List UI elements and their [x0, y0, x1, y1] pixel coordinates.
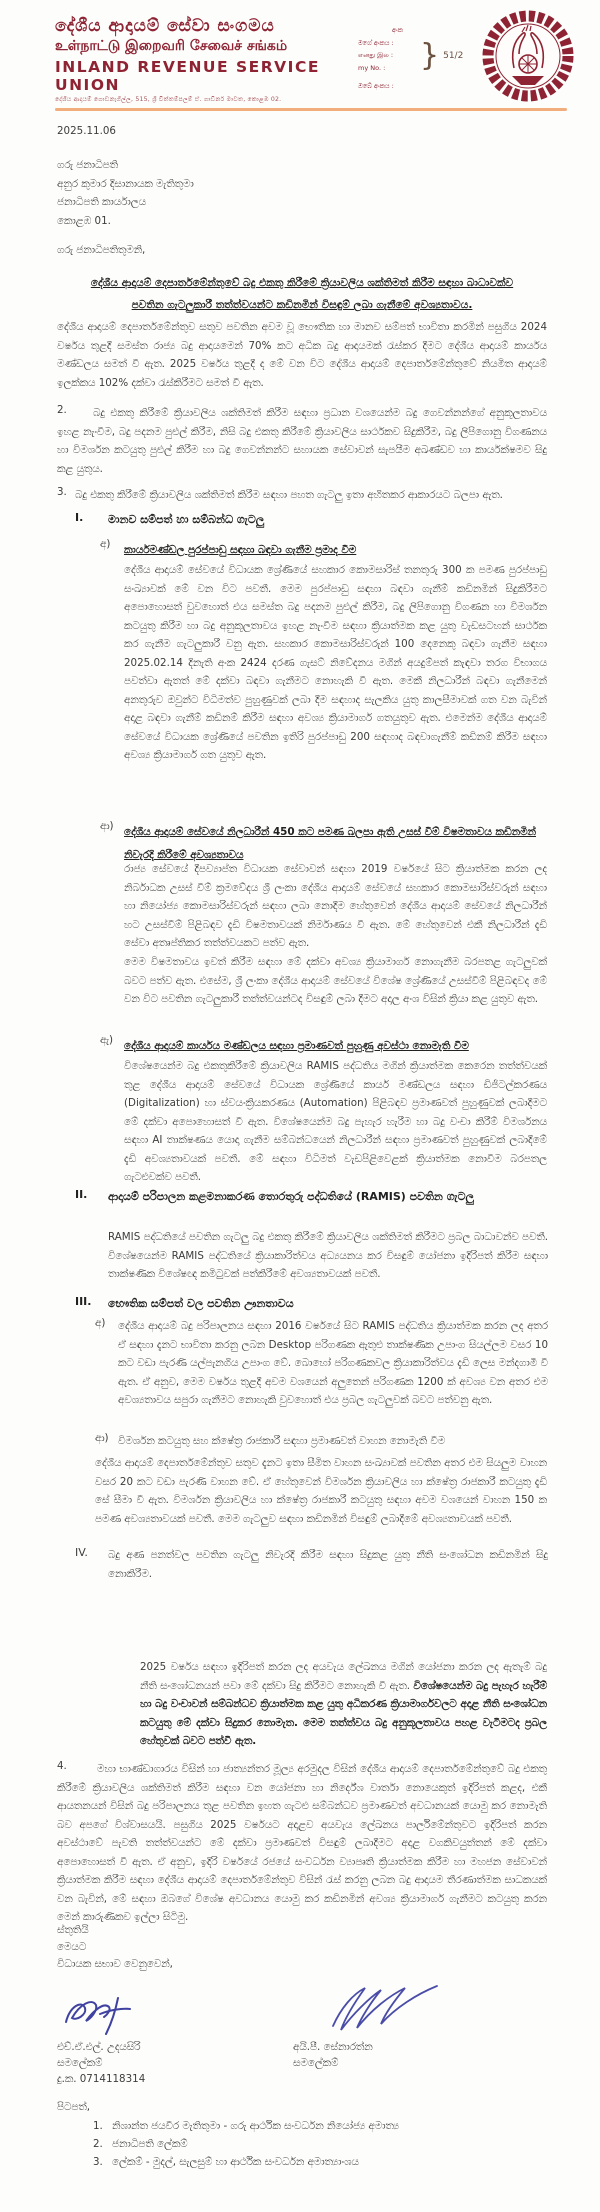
- item-b-body-2: මෙම විෂමතාවය ඉවත් කිරීම සඳහා මේ දක්වා අවශ්‍ය ක්‍රියාමාර්ග නොගැනීම බරපතළ ගැටලුවක් බවට පත්ව ඇත. එසේම, ශ්‍රී ලංකා දේශීය ආදායම් සේවයේ විශේෂ ශ්‍රේණියේ උසස්වීම් පිළිබඳවද මේ වන විට පවතින ගැටලුකාරී තත්ත්වයන්ටද විසඳුම් ලබා දීමට අදාල අංශ විසින් ක්‍රියා කළ යුතුව ඇත.: [124, 956, 547, 1006]
- section-3-item-b-title: විමර්ශන කටයුතු සහ ක්ෂේත්‍ර රාජකාරී සඳහා ප්‍රමාණවත් වාහන නොමැති වීම: [118, 1435, 446, 1447]
- item-a-marker: අ): [100, 538, 111, 550]
- paragraph-4: [57, 1760, 547, 1927]
- paragraph-2-text: බදු එකතු කිරීමේ ක්‍රියාවලිය ශක්තිමත් කිරීම සඳහා ප්‍රධාන වශයෙන්ම බදු ගෙවන්නන්ගේ අනුකූලතාවය ඉහළ නැංවීම, බදු පදනම පුළුල් කිරීම, නිසි බදු එකතු කිරීමේ ක්‍රියාවලිය සාර්ථකව සිදුකිරීම, බදු ලිපිගොනු විගණනය හා විමර්ශන කටයුතු පුළුල් කිරීම හා බදු ගෙවන්නන්ට සහායක සේවාවන් සැපයීම අඛණ්ඩව හා කාර්යක්ෂමව සිදු කළ යුතුය.: [57, 407, 547, 475]
- my-no-english: my No. :: [358, 63, 386, 72]
- subject-line-1: දේශීය ආදායම් දෙපාර්තමේන්තුවේ බදු එකතු කිරීමේ ක්‍රියාවලිය ශක්තිමත් කිරීම සඳහා බාධාවක්ව: [90, 277, 514, 289]
- signature-right-ink: [325, 1978, 455, 2036]
- subject-heading: [57, 272, 547, 316]
- addressee-line: ගරු ජනාධිපති: [57, 159, 118, 171]
- copies-list: [93, 2117, 547, 2171]
- section-3-item-b-body: දේශීය ආදායම් දෙපාර්තමේන්තුව සතුව දැනට ඉතා සීමිත වාහන සංඛ්‍යාවක් පවතින අතර එම සියලුම වාහන වසර 20 කට වඩා පැරණි වාහන වේ. ඒ හේතුවෙන් විමර්ශන ක්‍රියාවලිය හා ක්ෂේත්‍ර රාජකාරී කටයුතු දැඩි සේ සීමා වී ඇත. විමර්ශන ක්‍රියාවලිය හා ක්ෂේත්‍ර රාජකාරී කටයුතු සඳහා අවම වශයෙන් වාහන 150 ක පමණ අවශ්‍යතාවයක් පවතී. මෙම ගැටලුව සඳහා කඩිනමින් විසඳුම් ලබාදීමේ අවශ්‍යතාවයක් පවතී.: [95, 1457, 548, 1525]
- addressee-block: [57, 156, 357, 230]
- copies-label: පිටපත්,: [57, 2101, 90, 2113]
- reference-brace: }: [420, 38, 440, 74]
- signature-left-ink: [60, 1988, 170, 2038]
- item-b-title: දේශීය ආදායම් සේවයේ නිලධාරීන් 450 කට පමණ බලපා ඇති උසස් වීම් විෂමතාවය කඩිනමින් නිවැරදි කිරීමේ අවශ්‍යතාවය: [124, 826, 536, 861]
- copies-item-text: ජනාධිපති ලේකම්: [112, 2138, 188, 2151]
- signatory-right: [293, 2040, 493, 2072]
- addressee-line: අනුර කුමාර දිසානායක මැතිතුමා: [57, 177, 194, 190]
- section-2-number: II.: [75, 1188, 88, 1201]
- section-3-number: III.: [75, 1295, 92, 1308]
- item-b-marker: ආ): [100, 820, 114, 832]
- letter-date: 2025.11.06: [57, 125, 116, 137]
- section-4-text: බදු අණ පනත්වල පවතින ගැටලු නිවැරදි කිරීම සඳහා සිදුකළ යුතු නීති සංශෝධන කඩිනමින් සිදු නොකිරීම.: [108, 1549, 548, 1580]
- addressee-line: කොළඹ 01.: [57, 214, 111, 227]
- section-3-item-a-body: දේශීය ආදායම් බදු පරිපාලනය සඳහා 2016 වර්ෂයේ සිට RAMIS පද්ධතිය ක්‍රියාත්මක කරන ලද අතර ඒ සඳහා දැනට භාවිතා කරනු ලබන Desktop පරිගණක ඇතුළු තාක්ෂණික උපාංග සියල්ලම වසර 10 කට වඩා පැරණි යල්පැනගිය උපාංග වේ. බොහෝ පරිගණකවල ක්‍රියාකාරිත්වය දැඩි ලෙස මන්දගාමී වී ඇත. ඒ අනුව, මෙම වර්ෂය තුළදී අවම වශයෙන් අලුතෙන් පරිගණක 1200 ක් අවශ්‍ය වන අතර එම අවශ්‍යතාවය සපුරා ගැනීමට නොහැකි වුවහොත් එය ප්‍රබල ගැටලුවක් බවට පත්වනු ඇත.: [118, 1320, 548, 1407]
- copies-item: [93, 2117, 547, 2135]
- copies-item: [93, 2135, 547, 2153]
- copies-item: [93, 2153, 547, 2171]
- signatory-left-title: සමලේකම්: [57, 2056, 103, 2069]
- org-name-sinhala: දේශීය ආදායම් සේවා සංගමය: [55, 16, 275, 36]
- item-c-body: විශේෂයෙන්ම බදු එකතුකිරීමේ ක්‍රියාවලිය RAMIS පද්ධතිය මගින් ක්‍රියාත්මක කෙරෙන තත්ත්වයක් තුළ දේශීය ආදායම් සේවයේ විධායක ශ්‍රේණියේ කාර්ය මණ්ඩලය සඳහා ඩිජිටල්කරණය (Digitalization) හා ස්වයංක්‍රියකරණය (Automation) පිළිබඳව ප්‍රමාණවත් පුහුණුවක් ලබාදීමට මේ දක්වා අපොහොසත් වී ඇත. විශේෂයෙන්ම බදු පැහැර හැරීම හා බදු වංචා කිරීම් විමර්ශනය සඳහා AI තාක්ෂණය යොදා ගැනීම සම්බන්ධයෙන් නිලධාරීන් සඳහා ප්‍රමාණවත් පුහුණුවක් ලබාදීමේ දැඩි අවශ්‍යතාවයක් පවතී. මේ සඳහා විධිමත් වැඩපිළිවෙළක් ක්‍රියාත්මක නොවීම බරපතල ගැටළුවක්ව පවතී.: [124, 1060, 547, 1184]
- section-3-item-b-marker: ආ): [95, 1432, 109, 1444]
- signatory-left: [57, 2040, 257, 2088]
- item-a-title: කාර්යමණ්ඩල පුරප්පාඩු සඳහා බඳවා ගැනීම ප්‍රමාද වීම: [124, 544, 357, 556]
- copies-item-text: ලේකම් - මුදල්, සැලසුම් හා ආර්ථික සංවර්ධන අමාත්‍යාංශය: [112, 2156, 359, 2169]
- paragraph-1: දේශීය ආදායම් දෙපාර්තමේන්තුව සතුව පවතින අවම වූ භෞතික හා මානව සම්පත් භාවිතා කරමින් පසුගිය 2024 වර්ෂය තුළදී සමස්ත රාජ්‍ය බදු ආදායමෙන් 70% කට අධික බදු ආදායමක් රැස්කර දීමට දේශීය ආදායම් කාර්යය මණ්ඩලය සමත් වී ඇත. 2025 වර්ෂය තුළදී ද මේ වන විට දේශීය ආදායම් දෙපාර්තමේන්තුවේ නියමිත ආදායම් ඉලක්කය 102% දක්වා රැස්කිරීමට සමත් වී ඇත.: [57, 321, 547, 389]
- item-b-body-1: රාජ්‍ය සේවයේ දීපව්‍යාප්ත විධායක සේවාවන් සඳහා 2019 වර්ෂයේ සිට ක්‍රියාත්මක කරන ලද නිර්බාධක උසස් වීම් ක්‍රමවේදය ශ්‍රී ලංකා දේශීය ආදායම් සේවයේ සහකාර කොමසාරිස්වරුන් සඳහා හා නියෝජ්‍ය කොමසාරිස්වරුන් සඳහා ලබා නොදීම හේතුවෙන් දේශීය ආදායම් සේවයේ නිලධාරීන් හට උසස්වීම් පිළිබඳව දැඩි විෂමතාවයක් නිර්මාණය වී ඇත. මේ හේතුවෙන් එකී නිලධාරීන් දැඩි සේවා අතෘප්තිකර තත්ත්වයකට පත්ව ඇත.: [124, 863, 547, 950]
- reference-heading: අංක: [392, 26, 403, 34]
- subject-line-2: පවතින ගැටලුකාරී තත්ත්වයන්ට කඩිනමින් විසඳුම් ලබා ගැනීමේ අවශ්‍යතාවය.: [131, 299, 473, 312]
- paragraph-3: [57, 486, 547, 505]
- my-no-tamil: எனது இல :: [358, 51, 394, 60]
- signature-right: [325, 1978, 455, 2036]
- section-4-note-plain: 2025 වර්ෂය සඳහා ඉදිරිපත් කරන ලද අයවැය ලේඛනය මගින් යෝජනා කරන ලද ඇතැම් බදු නීති සංශෝධනයන් පවා මේ දක්වා සිදු කිරීමට නොහැකි වී ඇත.: [140, 1661, 547, 1692]
- copies-item-number: 3.: [93, 2156, 103, 2169]
- closing-on-behalf: විධායක සභාව වෙනුවෙන්,: [57, 1957, 173, 1970]
- signatory-right-name: අයි.පී. සේනාරත්න: [293, 2041, 373, 2053]
- addressee-line: ජනාධිපති කාර්යාලය: [57, 196, 146, 209]
- copies-item-text: නිශාන්ත ජයවීර මැතිතුමා - ගරු ආර්ථික සංවර්ධන නියෝජ්‍ය අමාත්‍ය: [112, 2120, 400, 2132]
- section-2-title: ආදායම් පරිපාලන කළමනාකරණ තොරතුරු පද්ධතියේ (RAMIS) පවතින ගැටලු: [108, 1190, 474, 1203]
- signatory-left-phone: දු.ක. 0714118314: [57, 2072, 146, 2085]
- item-c-marker: ඇ): [100, 1034, 113, 1046]
- copies-item-number: 2.: [93, 2138, 103, 2151]
- my-no-sinhala: මගේ අංකය :: [358, 39, 394, 47]
- signatory-left-name: එච්.ඒ.එල්. උදයසිරි: [57, 2041, 141, 2053]
- section-1-title: මානව සම්පත් හා සම්බන්ධ ගැටලු: [108, 513, 265, 526]
- closing-thanks: ස්තුතියි: [57, 1924, 89, 1936]
- union-logo: [478, 6, 578, 108]
- section-4-note-bold: විශේෂයෙන්ම බදු පැහැර හැරීම් හා බදු වංචාවන් සම්බන්ධව ක්‍රියාත්මක කළ යුතු අධිකරණ ක්‍රියාමාර්ගවලට අදාළ නීති සංශෝධන කටයුතු මේ දක්වා සිදුකර නොමැත. මෙම තත්ත්වය බදු අනුකූලතාවය පහළ වැටීමටද ප්‍රබල හේතුවක් බවට පත්වී ඇත.: [140, 1679, 548, 1748]
- paragraph-3-text: බදු එකතු කිරීමේ ක්‍රියාවලිය ශක්තිමත් කිරීම සඳහා පහත ගැටලු ඉතා අහිතකර ආකාරයට බලපා ඇත.: [75, 489, 503, 501]
- section-3-title: භෞතික සම්පත් වල පවතින ඌනතාවය: [108, 1297, 294, 1310]
- letterhead: [55, 16, 355, 104]
- paragraph-2-number: 2.: [57, 404, 67, 416]
- org-name-tamil: உள்நாட்டு இறைவரி சேவைச் சங்கம்: [55, 38, 288, 54]
- closing-meyata: මෙයට: [57, 1940, 87, 1953]
- paragraph-4-text: මහා භාණ්ඩාගාරය විසින් හා ජාත්‍යන්තර මූල්‍ය අරමුදල විසින් දේශීය ආදායම් දෙපාර්තමේන්තුවේ බදු එකතු කිරීමේ ක්‍රියාවලිය ශක්තිමත් කිරීම සඳහා වන යෝජනා හා නිර්දේශ වාර්තා නොයෙකුත් ඉදිරිපත් කළද, එකී ආයතනයන් විසින් බදු පරිපාලනය තුළ පවතින ඉහත ගැටළු සම්බන්ධව ප්‍රමාණවත් අවධානයක් යොමු කර නොමැති බව අපගේ විශ්වාසයයි. පසුගිය 2025 වර්ෂයට අදාළව අයවැය ලේඛනය පාර්ලිමේන්තුවට ඉදිරිපත් කරන අවස්ථාවේ පැවති තත්ත්වයන්ට මේ දක්වා ප්‍රමාණවත් විසඳුම් ලබාදීමට අදාළ වගකිවයුත්තන් මේ දක්වා අපොහොසත් වී ඇත. ඒ අනුව, ඉදිරි වර්ෂයේ රජයේ සංවර්ධන ව්‍යාපෘති ක්‍රියාත්මක කිරීම හා මහජන සේවාවන් ක්‍රියාත්මක කිරීම සඳහා දේශීය ආදායම් දෙපාර්තමේන්තුව විසින් රැස් කරනු ලබන බදු ආදායම තීරණාත්මක සාධකයක් වන බැවින්, මේ සඳහා ඔබගේ විශේෂ අවධානය යොමු කර කඩිනමින් අවශ්‍ය ක්‍රියාමාර්ග ගැනීමට කටයුතු කරන මෙන් කාරුණිකව ඉල්ලා සිටිමු.: [57, 1763, 547, 1924]
- section-4-number: IV.: [75, 1546, 88, 1559]
- union-logo-emblem: [478, 6, 578, 108]
- paragraph-4-number: 4.: [57, 1760, 67, 1772]
- copies-item-number: 1.: [93, 2120, 103, 2132]
- salutation: ගරු ජනාධිපතිතුමනි,: [57, 244, 146, 256]
- paragraph-2: [57, 404, 547, 478]
- section-3-item-a-marker: අ): [95, 1317, 106, 1329]
- signature-left: [60, 1988, 170, 2038]
- reference-number: 51/2: [443, 50, 464, 61]
- reference-block: [358, 26, 478, 92]
- section-1-number: I.: [75, 511, 84, 524]
- paragraph-3-number: 3.: [57, 486, 67, 498]
- org-name-english: INLAND REVENUE SERVICE UNION: [55, 58, 320, 94]
- section-4-note: [140, 1658, 547, 1751]
- item-c-title: දේශීය ආදායම් කාර්යය මණ්ඩලය සඳහා ප්‍රමාණවත් පුහුණු අවස්ථා නොමැති වීම: [124, 1040, 469, 1052]
- org-address: දේශීය ආදායම් ගොඩනැගිල්ල, 515, ශ්‍රී චිත්තම්පලම් ඒ. ගාඩිනර් මාවත, කොළඹ 02.: [55, 96, 282, 103]
- header-divider: [55, 108, 567, 111]
- closing-block: [57, 1922, 277, 1973]
- your-no-sinhala: ඔබේ අංකය :: [358, 82, 394, 91]
- section-2-body: RAMIS පද්ධතියේ පවතින ගැටලු බදු එකතු කිරීමේ ක්‍රියාවලිය ශක්තිමත් කිරීමට ප්‍රබල බාධාවන්ව පවතී. විශේෂයෙන්ම RAMIS පද්ධතියේ ක්‍රියාකාරිත්වය අධ්‍යයනය කර විසඳුම් යෝජනා ඉදිරිපත් කිරීම සඳහා තාක්ෂණික විශේෂඥ කමිටුවක් පත්කිරීමේ අවශ්‍යතාවයක් පවතී.: [108, 1231, 548, 1281]
- item-a-body: දේශීය ආදායම් සේවයේ විධායක ශ්‍රේණියේ සහකාර කොමසාරිස් තනතුරු 300 ක පමණ පුරප්පාඩු සංඛ්‍යාවක් මේ වන විට පවතී. මෙම පුරප්පාඩු සඳහා බඳවා ගැනීම් කඩිනමින් සිදුකිරීමට අපොහොසත් වුවහොත් එය සමස්ත බදු පදනම පුළුල් කිරීම, බදු ලිපිගොනු විගණන හා විමර්ශන කටයුතු කිරීම හා බදු අනුකූලතාවය ඉහළ නැංවීම සඳහා ක්‍රියාත්මක කළ යුතු වැඩසටහන් සාර්ථක කර ගැනීම ගැටලුකාරී වනු ඇත. සහකාර කොමසාරිස්වරුන් 100 දෙනෙකු බඳවා ගැනීම සඳහා 2025.02.14 දිනැති අංක 2424 දරණ ගැසට් නිවේදනය මගින් අයදුම්පත් කැඳවා තරග විභාගය පවත්වා ඇතත් මේ දක්වා බඳවා ගැනීමට නොහැකි වී ඇත. මෙකී නිලධාරීන් බඳවා ගැනීමෙන් අනතුරුව ඔවුන්ට විධිමත්ව පුහුණුවක් ලබා දීම සඳහාද සැලකිය යුතු කාලසීමාවක් ගත වන බැවින් අදාළ බඳවා ගැනීම් කඩිනම් කිරීම සඳහා අවශ්‍ය ක්‍රියාමාර්ග ගතයුතුව ඇත. එමෙන්ම දේශීය ආදායම් සේවයේ විධායක ශ්‍රේණියේ පවතින ඉතිරි පුරප්පාඩු 200 සඳහාද බඳවාගැනීම් කඩිනම් කිරීම සඳහා අවශ්‍ය ක්‍රියාමාර්ග ගත යුතුව ඇත.: [124, 564, 547, 762]
- signatory-right-title: සමලේකම්: [293, 2056, 339, 2069]
